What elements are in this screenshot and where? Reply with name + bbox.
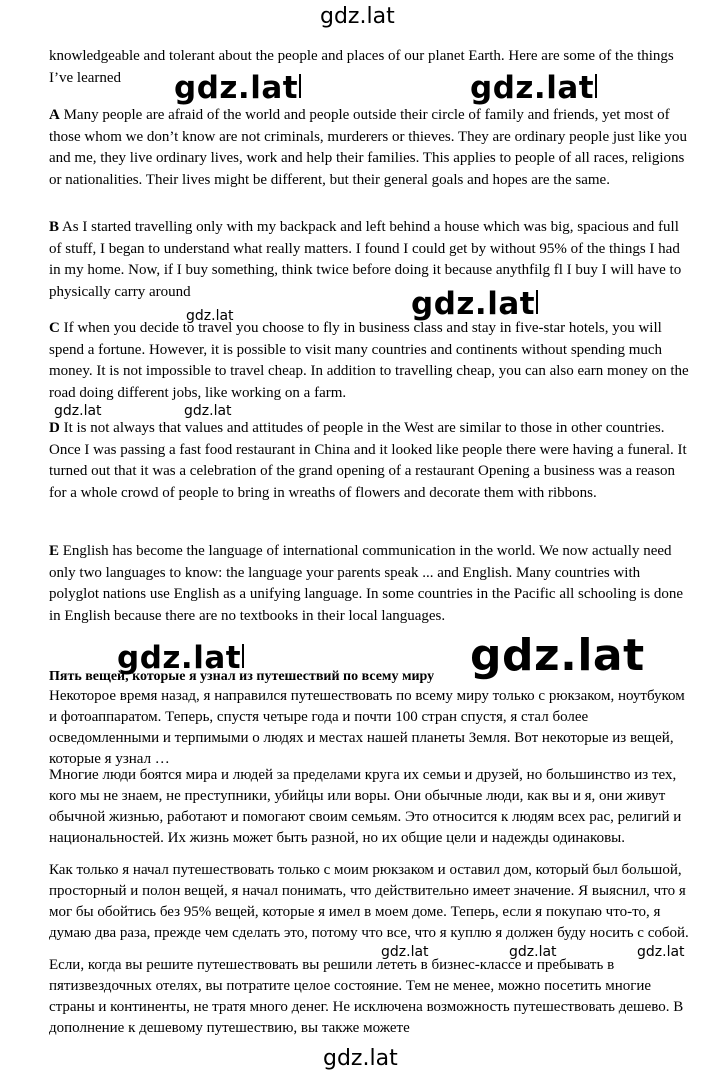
translation-paragraph: Некоторое время назад, я направился путешествовать по всему миру только с рюкзаком, ноутбуком и фотоаппаратом. Теперь, спустя четыре года и почти 100 стран спустя, я стал более осведомленными и терпимыми о людях и местах нашей планеты Земля. Вот некоторые из вещей, которые я узнал … (49, 688, 685, 767)
watermark: gdz.lat (637, 944, 685, 960)
translation-title: Пять вещей, которые я узнал из путешествий по всему миру (49, 669, 435, 684)
paragraph-text: It is not always that values and attitudes of people in the West are similar to those in other countries. Once I was passing a fast food restaurant in China and it looked like people there were having a funeral. It turned out that it was a celebration of the grand opening of a restaurant Opening a business was a reason for a whole crowd of people to bring in wreaths of flowers and decorate them with ribbons. (49, 420, 687, 501)
watermark: gdz.lat (411, 286, 538, 322)
paragraph-letter: D (49, 420, 60, 436)
watermark: gdz.lat (470, 70, 597, 106)
watermark: gdz.lat (323, 1046, 398, 1071)
paragraph-a (49, 105, 689, 191)
watermark: gdz.lat (54, 403, 102, 419)
paragraph-letter: E (49, 543, 60, 559)
watermark: gdz.lat (186, 308, 234, 324)
watermark: gdz.lat (381, 944, 429, 960)
watermark: gdz.lat (470, 630, 645, 681)
watermark: gdz.lat (117, 640, 244, 676)
watermark: gdz.lat (184, 403, 232, 419)
paragraph-d (49, 418, 689, 504)
translation-paragraph: Если, когда вы решите путешествовать вы решили лететь в бизнес-классе и пребывать в пятизвездочных отелях, вы потратите целое состояние. Тем не менее, можно посетить многие страны и континенты, не тратя много денег. Не исключена возможность путешествовать дешево. В дополнение к дешевому путешествию, вы также можете (49, 957, 684, 1036)
watermark: gdz.lat (174, 70, 301, 106)
paragraph-letter: B (49, 219, 60, 235)
watermark: gdz.lat (320, 4, 395, 29)
paragraph-c (49, 318, 689, 404)
watermark: gdz.lat (509, 944, 557, 960)
paragraph-e (49, 541, 689, 627)
paragraph-text: If when you decide to travel you choose to fly in business class and stay in five-star hotels, you will spend a fortune. However, it is possible to visit many countries and continents without spending much money. It is not impossible to travel cheap. In addition to travelling cheap, you can also earn money on the road doing different jobs, like working on a farm. (49, 320, 689, 401)
translation-paragraph: Многие люди боятся мира и людей за пределами круга их семьи и друзей, но большинство из тех, кого мы не знаем, не преступники, убийцы или воры. Они обычные люди, как вы и я, они живут обычной жизнью, работают и помогают своим семьям. Это относится к людям всех рас, религий и национальностей. Их жизнь может быть разной, но их общие цели и надежды одинаковы. (49, 767, 682, 846)
translation-paragraph: Как только я начал путешествовать только с моим рюкзаком и оставил дом, который был большой, просторный и полон вещей, я начал понимать, что действительно имеет значение. Я выяснил, что я мог бы обойтись без 95% вещей, которые я имел в моем доме. Теперь, если я покупаю что-то, я думаю два раза, прежде чем сделать это, потому что все, что я куплю я должен буду носить с собой. (49, 862, 689, 941)
paragraph-letter: A (49, 107, 60, 123)
paragraph-text: English has become the language of international communication in the world. We now actually need only two languages to know: the language your parents speak ... and English. Many countries with polyglot nations use English as a unifying language. In some countries in the Pacific all schooling is done in English because there are no textbooks in their local languages. (49, 543, 684, 624)
paragraph-text: As I started travelling only with my backpack and left behind a house which was big, spacious and full of stuff, I began to understand what really matters. I found I could get by without 95% of the things I had in my home. Now, if I buy something, think twice before doing it because anythfilg fl I buy I will have to physically carry around (49, 219, 682, 300)
paragraph-b (49, 217, 689, 303)
intro-paragraph: knowledgeable and tolerant about the people and places of our planet Earth. Here are some of the things I’ve learned (49, 48, 674, 86)
paragraph-text: Many people are afraid of the world and people outside their circle of family and friends, yet most of those whom we don’t know are not criminals, murderers or thieves. They are ordinary people just like you and me, they live ordinary lives, work and help their families. This applies to people of all races, religions or nationalities. Their lives might be different, but their general goals and hopes are the same. (49, 107, 688, 188)
paragraph-letter: C (49, 320, 60, 336)
